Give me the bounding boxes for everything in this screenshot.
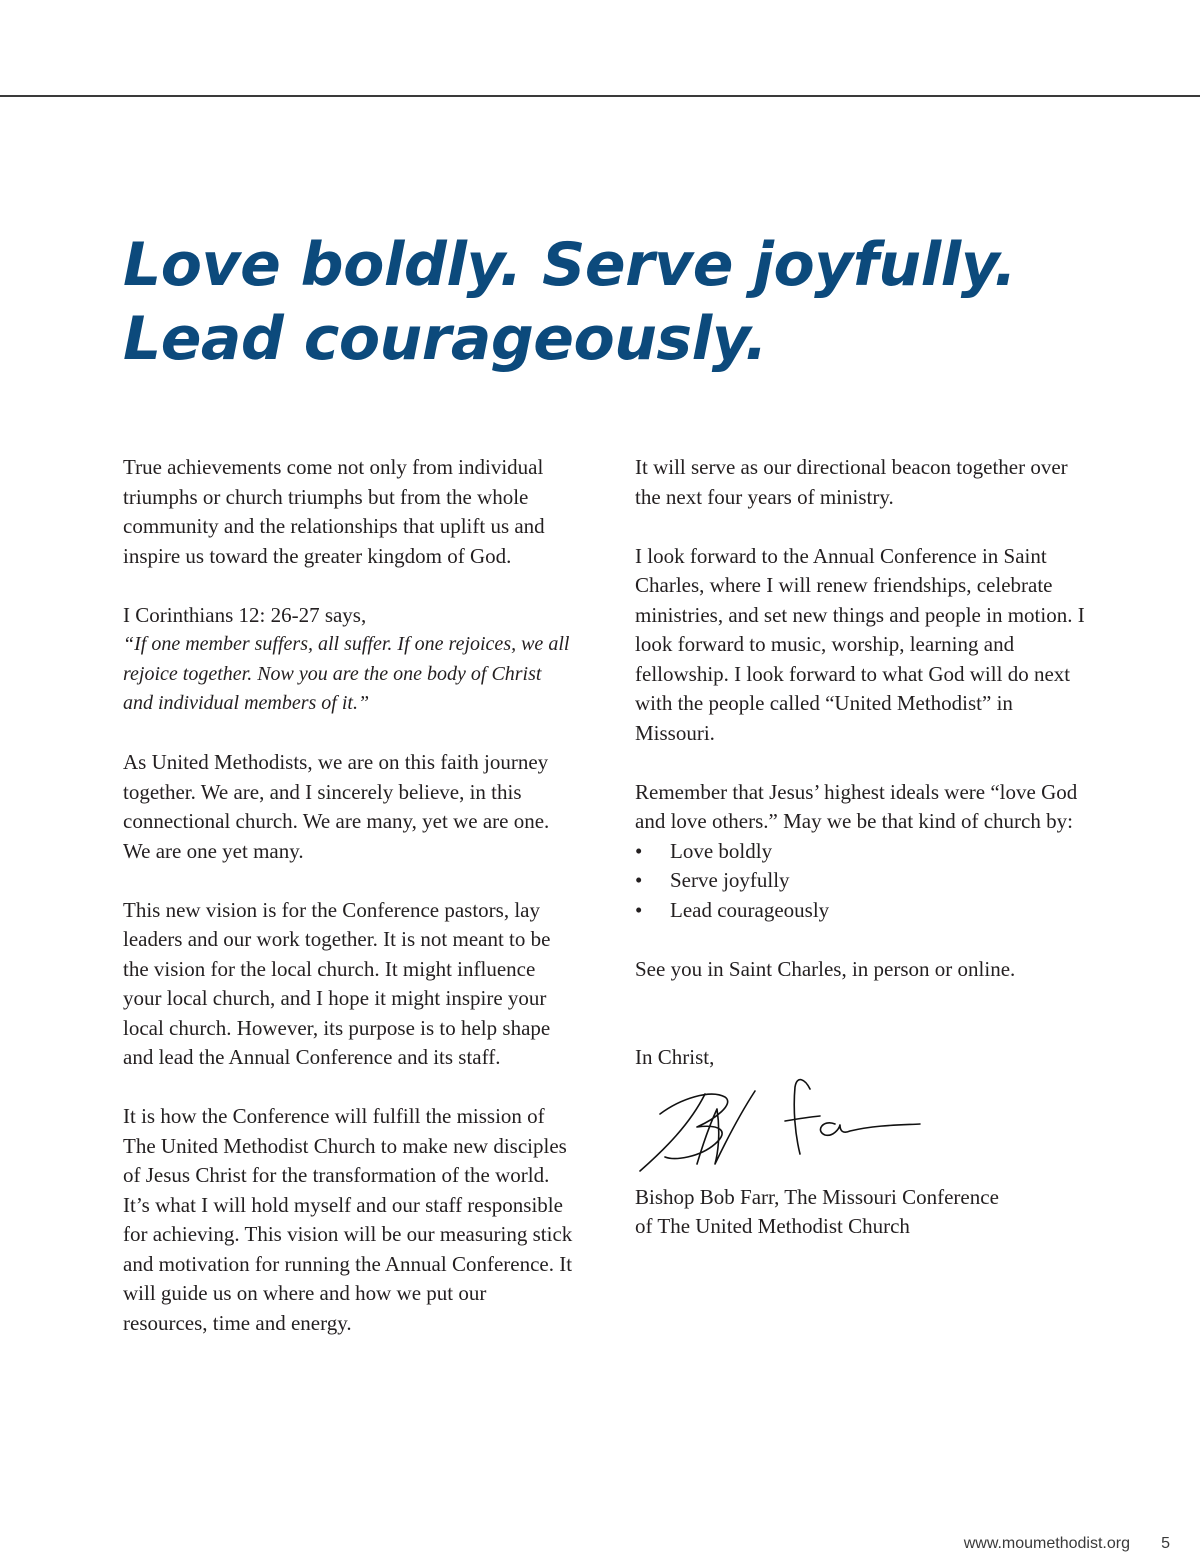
right-column	[635, 453, 1085, 1242]
headline-line-1: Love boldly. Serve joyfully.	[123, 230, 1017, 300]
paragraph: True achievements come not only from individual triumphs or church triumphs but from the whole community and the relationships that uplift us and inspire us toward the greater kingdom of God.	[123, 455, 545, 568]
scripture-quote: “If one member suffers, all suffer. If one rejoices, we all rejoice together. Now you are the one body of Christ and individual members of it.”	[123, 633, 570, 714]
signature-name: Bishop Bob Farr, The Missouri Conference	[635, 1184, 999, 1209]
scripture-reference: I Corinthians 12: 26-27 says,	[123, 602, 367, 627]
paragraph: It will serve as our directional beacon together over the next four years of ministry.	[635, 455, 1068, 509]
paragraph: It is how the Conference will fulfill the mission of The United Methodist Church to make new disciples of Jesus Christ for the transformation of the world. It’s what I will hold myself and our staff responsible for achieving. This vision will be our measuring stick and motivation for running the Annual Conference. It will guide us on where and how we put our resources, time and energy.	[123, 1104, 573, 1335]
page-number: 5	[1161, 1535, 1170, 1552]
paragraph: I look forward to the Annual Conference in Saint Charles, where I will renew friendships, celebrate ministries, and set new things and people in motion. I look forward to music, worship, learning and fellowship. I look forward to what God will do next with the people called “United Methodist” in Missouri.	[635, 543, 1085, 745]
paragraph: As United Methodists, we are on this faith journey together. We are, and I sincerely believe, in this connectional church. We are many, yet we are one. We are one yet many.	[123, 750, 550, 863]
signature-image	[635, 1069, 925, 1179]
bullet-list	[635, 837, 1085, 926]
signature-organization: of The United Methodist Church	[635, 1214, 910, 1238]
footer-url: www.moumethodist.org	[963, 1535, 1130, 1552]
list-item: • Serve joyfully	[635, 866, 1085, 896]
list-item: • Love boldly	[635, 837, 1085, 867]
headline-line-2: Lead courageously.	[123, 304, 768, 374]
list-item: • Lead courageously	[635, 896, 1085, 926]
paragraph: See you in Saint Charles, in person or online.	[635, 956, 1016, 981]
headline	[123, 228, 1123, 376]
closing: In Christ,	[635, 1045, 715, 1069]
paragraph: This new vision is for the Conference pastors, lay leaders and our work together. It is not meant to be the vision for the local church. It might influence your local church, and I hope it might inspire your local church. However, its purpose is to help shape and lead the Annual Conference and its staff.	[123, 897, 551, 1069]
spacer	[635, 1014, 1085, 1044]
left-column	[123, 453, 573, 1368]
paragraph: Remember that Jesus’ highest ideals were “love God and love others.” May we be that kind of church by:	[635, 779, 1078, 833]
top-rule	[0, 95, 1200, 97]
